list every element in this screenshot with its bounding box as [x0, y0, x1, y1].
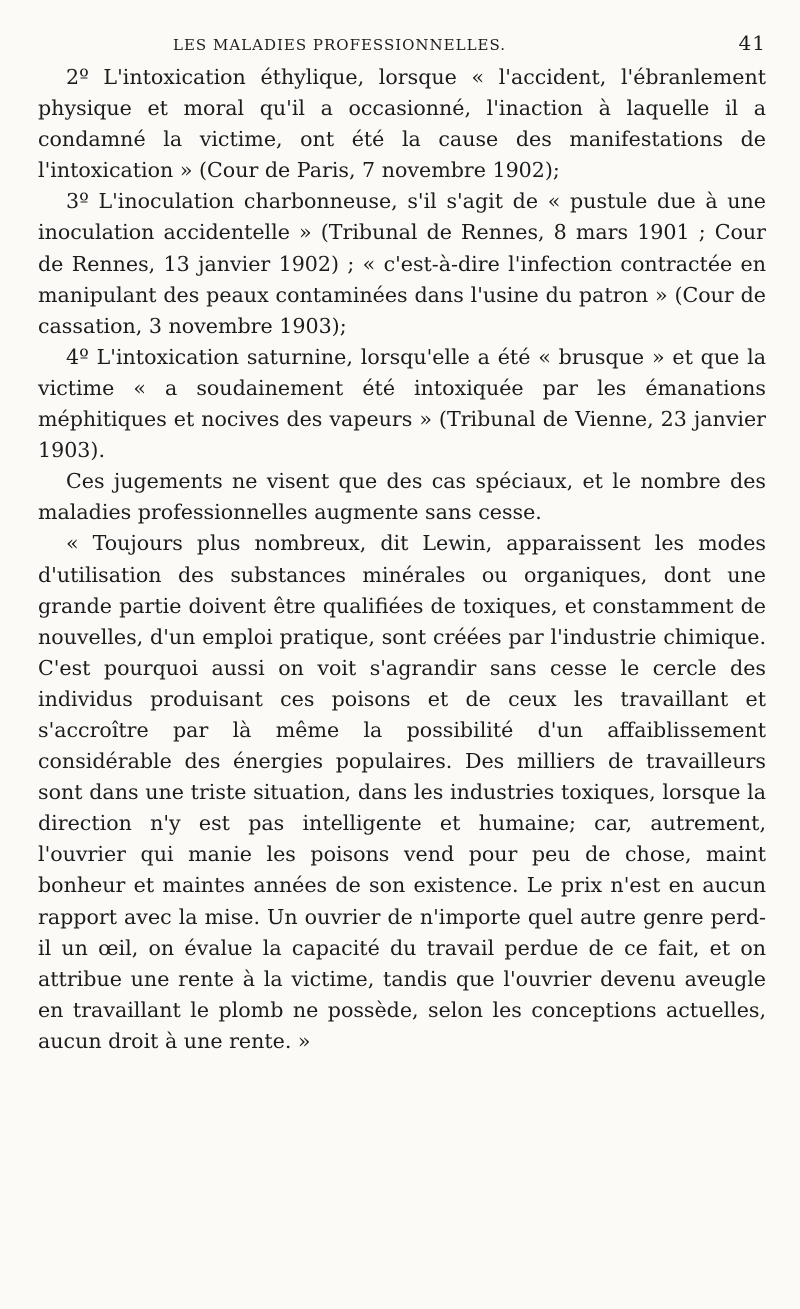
running-head [38, 26, 766, 62]
running-title: LES MALADIES PROFESSIONNELLES. [173, 36, 507, 54]
body-text [38, 62, 766, 1057]
paragraph-special-cases: Ces jugements ne visent que des cas spéciaux, et le nombre des maladies professionnelles augmente sans cesse. [38, 469, 766, 525]
page-number: 41 [738, 31, 766, 55]
paragraph-anthrax-inoculation: 3º L'inoculation charbonneuse, s'il s'agit de « pustule due à une inoculation accidentelle » (Tribunal de Rennes, 8 mars 1901 ; Cour de Rennes, 13 janvier 1902) ; « c'est-à-dire l'infection contractée en manipulant des peaux contaminées dans l'usine du patron » (Cour de cassation, 3 novembre 1903); [38, 189, 766, 338]
paragraph-lewin-quote: « Toujours plus nombreux, dit Lewin, apparaissent les modes d'utilisation des substances minérales ou organiques, dont une grande partie doivent être qualifiées de toxiques, et constamment de nouvelles, d'un emploi pratique, sont créées par l'industrie chimique. C'est pourquoi aussi on voit s'agrandir sans cesse le cercle des individus produisant ces poisons et de ceux les travaillant et s'accroître par là même la possibilité d'un affaiblissement considérable des énergies populaires. Des milliers de travailleurs sont dans une triste situation, dans les industries toxiques, lorsque la direction n'y est pas intelligente et humaine; car, autrement, l'ouvrier qui manie les poisons vend pour peu de chose, maint bonheur et maintes années de son existence. Le prix n'est en aucun rapport avec la mise. Un ouvrier de n'importe quel autre genre perd-il un œil, on évalue la capacité du travail perdue de ce fait, et on attribue une rente à la victime, tandis que l'ouvrier devenu aveugle en travaillant le plomb ne possède, selon les conceptions actuelles, aucun droit à une rente. » [38, 531, 766, 1053]
paragraph-ethylic-intoxication: 2º L'intoxication éthylique, lorsque « l'accident, l'ébranlement physique et moral qu'il a occasionné, l'inaction à laquelle il a condamné la victime, ont été la cause des manifestations de l'intoxication » (Cour de Paris, 7 novembre 1902); [38, 65, 766, 183]
paragraph-lead-intoxication: 4º L'intoxication saturnine, lorsqu'elle a été « brusque » et que la victime « a soudainement été intoxiquée par les émanations méphitiques et nocives des vapeurs » (Tribunal de Vienne, 23 janvier 1903). [38, 344, 766, 463]
